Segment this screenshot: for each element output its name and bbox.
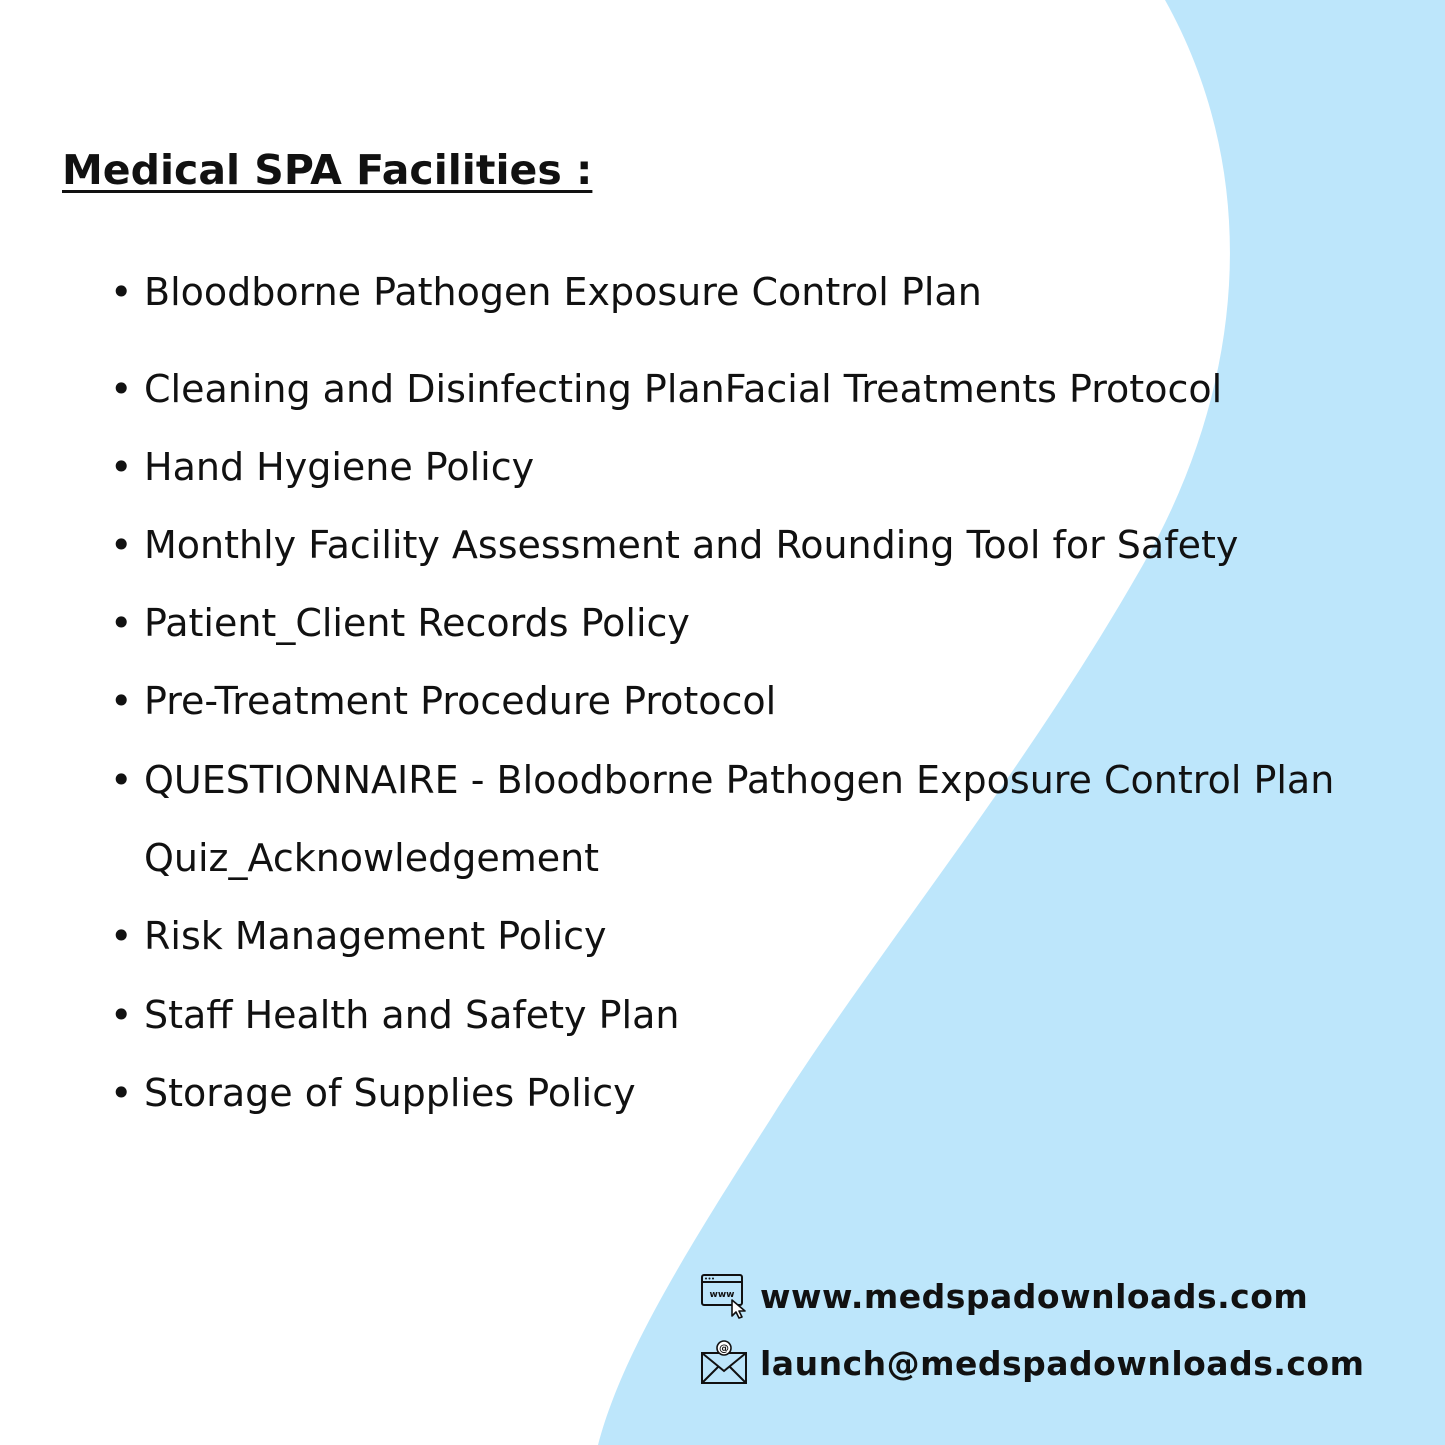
list-item-label: Quiz_Acknowledgement [144,836,600,880]
browser-www-icon [700,1272,748,1320]
envelope-at-icon [700,1339,748,1387]
list-item-label: Pre-Treatment Procedure Protocol [144,679,777,723]
email-contact[interactable] [700,1339,1365,1387]
list-item-label: Cleaning and Disinfecting PlanFacial Treatments Protocol [144,367,1223,411]
page-title: Medical SPA Facilities : [62,146,593,194]
list-item-label: Hand Hygiene Policy [144,445,535,489]
list-item-label: Storage of Supplies Policy [144,1071,636,1115]
list-item-label: Monthly Facility Assessment and Rounding Tool for Safety [144,523,1239,567]
bullet: • [110,914,133,958]
bullet: • [110,993,133,1037]
bullet: • [110,270,133,314]
list-item-label: Staff Health and Safety Plan [144,993,680,1037]
website-contact[interactable] [700,1272,1308,1320]
bullet: • [110,601,133,645]
website-link[interactable]: www.medspadownloads.com [760,1276,1309,1316]
bullet: • [110,523,133,567]
bullet: • [110,679,133,723]
bullet: • [110,445,133,489]
svg-text:@: @ [719,1343,729,1355]
list-item-label: Risk Management Policy [144,914,607,958]
bullet: • [110,367,133,411]
bullet: • [110,758,133,802]
list-item-label: QUESTIONNAIRE - Bloodborne Pathogen Exposure Control Plan [144,758,1335,802]
email-link[interactable]: launch@medspadownloads.com [760,1343,1365,1383]
bullet: • [110,1071,133,1115]
list-item-label: Bloodborne Pathogen Exposure Control Plan [144,270,982,314]
svg-text:www: www [709,1290,735,1300]
list-item-label: Patient_Client Records Policy [144,601,690,645]
